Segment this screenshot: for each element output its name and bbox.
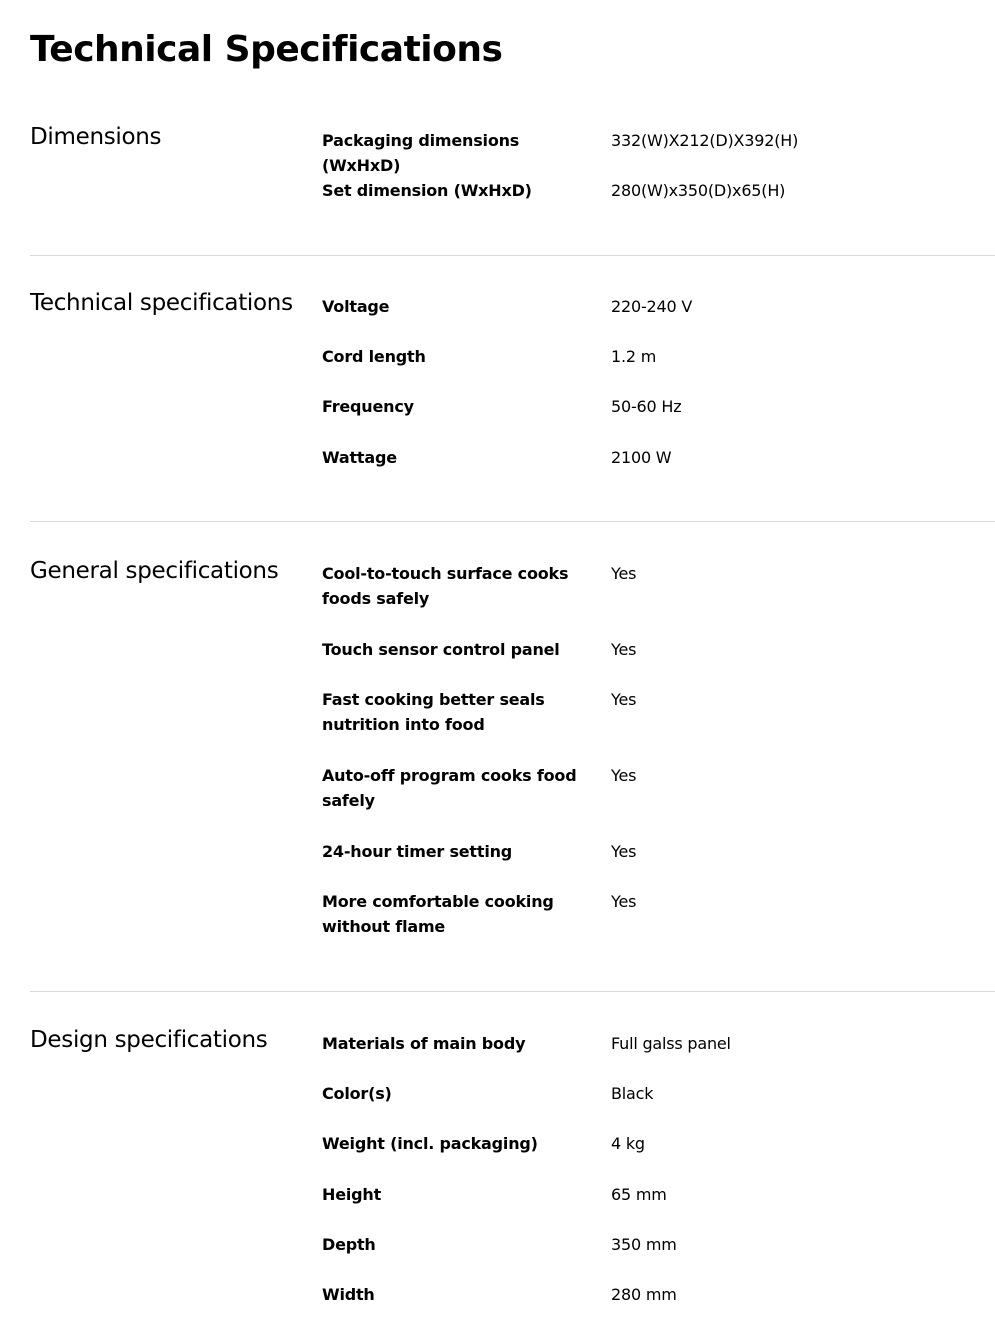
spec-label: Fast cooking better seals nutrition into food [322, 690, 545, 734]
spec-label: Auto-off program cooks food safely [322, 766, 577, 810]
spec-value: Yes [611, 690, 637, 709]
spec-value: Full galss panel [611, 1034, 731, 1053]
spec-value: 280 mm [611, 1285, 677, 1304]
spec-label: Weight (incl. packaging) [322, 1134, 538, 1153]
spec-label: Frequency [322, 397, 414, 416]
spec-label: Cord length [322, 347, 426, 366]
spec-label: Cool-to-touch surface cooks foods safely [322, 564, 569, 608]
spec-value: 50-60 Hz [611, 397, 682, 416]
section-divider [30, 991, 995, 992]
spec-label: More comfortable cooking without flame [322, 892, 554, 936]
spec-label: Set dimension (WxHxD) [322, 181, 532, 200]
spec-label: 24-hour timer setting [322, 842, 513, 861]
spec-label: Depth [322, 1235, 376, 1254]
section-title: Design specifications [30, 1027, 268, 1053]
spec-label: Voltage [322, 297, 390, 316]
spec-value: Yes [611, 842, 637, 861]
spec-value: Yes [611, 766, 637, 785]
section-divider [30, 521, 995, 522]
section-divider [30, 255, 995, 256]
spec-value: 1.2 m [611, 347, 657, 366]
spec-value: 220-240 V [611, 297, 693, 316]
spec-label: Height [322, 1185, 382, 1204]
spec-value: Yes [611, 892, 637, 911]
page-title: Technical Specifications [30, 29, 503, 70]
spec-label: Packaging dimensions (WxHxD) [322, 131, 520, 175]
spec-value: 280(W)x350(D)x65(H) [611, 181, 786, 200]
spec-value: 2100 W [611, 448, 672, 467]
spec-value: 65 mm [611, 1185, 667, 1204]
spec-value: Yes [611, 564, 637, 583]
spec-value: Yes [611, 640, 637, 659]
spec-label: Color(s) [322, 1084, 392, 1103]
spec-label: Materials of main body [322, 1034, 526, 1053]
spec-value: 332(W)X212(D)X392(H) [611, 131, 799, 150]
spec-value: 4 kg [611, 1134, 645, 1153]
spec-value: 350 mm [611, 1235, 677, 1254]
spec-label: Wattage [322, 448, 397, 467]
spec-value: Black [611, 1084, 654, 1103]
spec-label: Width [322, 1285, 375, 1304]
section-title: Dimensions [30, 124, 162, 150]
section-title: General specifications [30, 558, 279, 584]
section-title: Technical specifications [30, 290, 293, 316]
spec-label: Touch sensor control panel [322, 640, 560, 659]
